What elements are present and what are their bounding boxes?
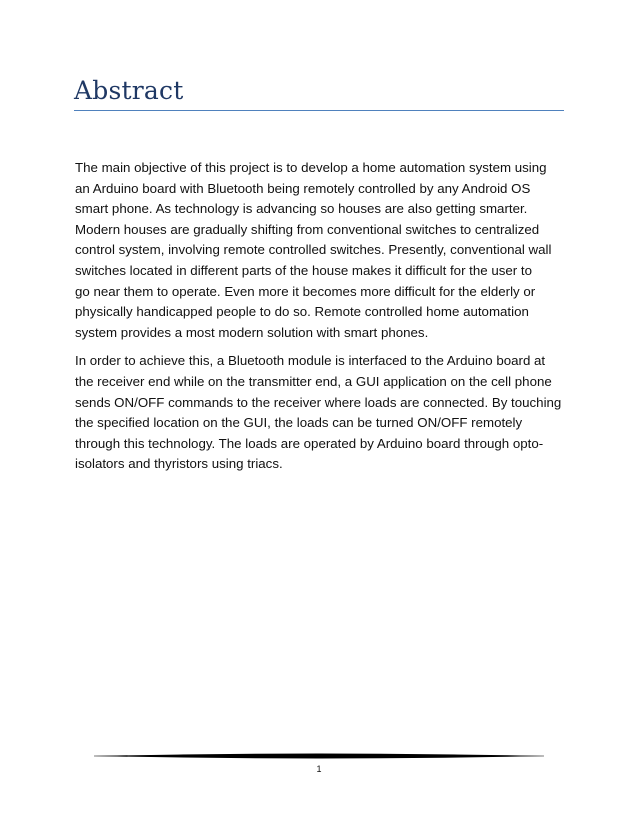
text-line: system provides a most modern solution with smart phones. <box>75 324 429 340</box>
paragraph-2 <box>75 351 565 475</box>
abstract-body <box>75 158 565 483</box>
text-line: the specified location on the GUI, the loads can be turned ON/OFF remotely <box>75 415 523 431</box>
text-line: the receiver end while on the transmitter end, a GUI application on the cell phone <box>75 373 552 389</box>
text-line: physically handicapped people to do so. Remote controlled home automation <box>75 304 529 320</box>
text-line: an Arduino board with Bluetooth being remotely controlled by any Android OS <box>75 180 531 196</box>
text-line: go near them to operate. Even more it becomes more difficult for the elderly or <box>75 283 536 299</box>
text-line: Modern houses are gradually shifting from conventional switches to centralized <box>75 221 540 237</box>
text-line: sends ON/OFF commands to the receiver where loads are connected. By touching <box>75 394 562 410</box>
text-line: switches located in different parts of the house makes it difficult for the user to <box>75 262 533 278</box>
text-line: smart phone. As technology is advancing so houses are also getting smarter. <box>75 201 528 217</box>
text-line: control system, involving remote controlled switches. Presently, conventional wall <box>75 242 552 258</box>
text-line: In order to achieve this, a Bluetooth module is interfaced to the Arduino board at <box>75 353 546 369</box>
text-line: The main objective of this project is to develop a home automation system using <box>75 160 547 175</box>
text-line: through this technology. The loads are operated by Arduino board through opto- <box>75 435 544 451</box>
text-line: isolators and thyristors using triacs. <box>75 456 283 472</box>
title-underline <box>74 110 564 111</box>
page-title: Abstract <box>74 76 184 105</box>
paragraph-1 <box>75 158 565 343</box>
footer-divider <box>94 750 544 762</box>
page-number: 1 <box>316 764 322 774</box>
